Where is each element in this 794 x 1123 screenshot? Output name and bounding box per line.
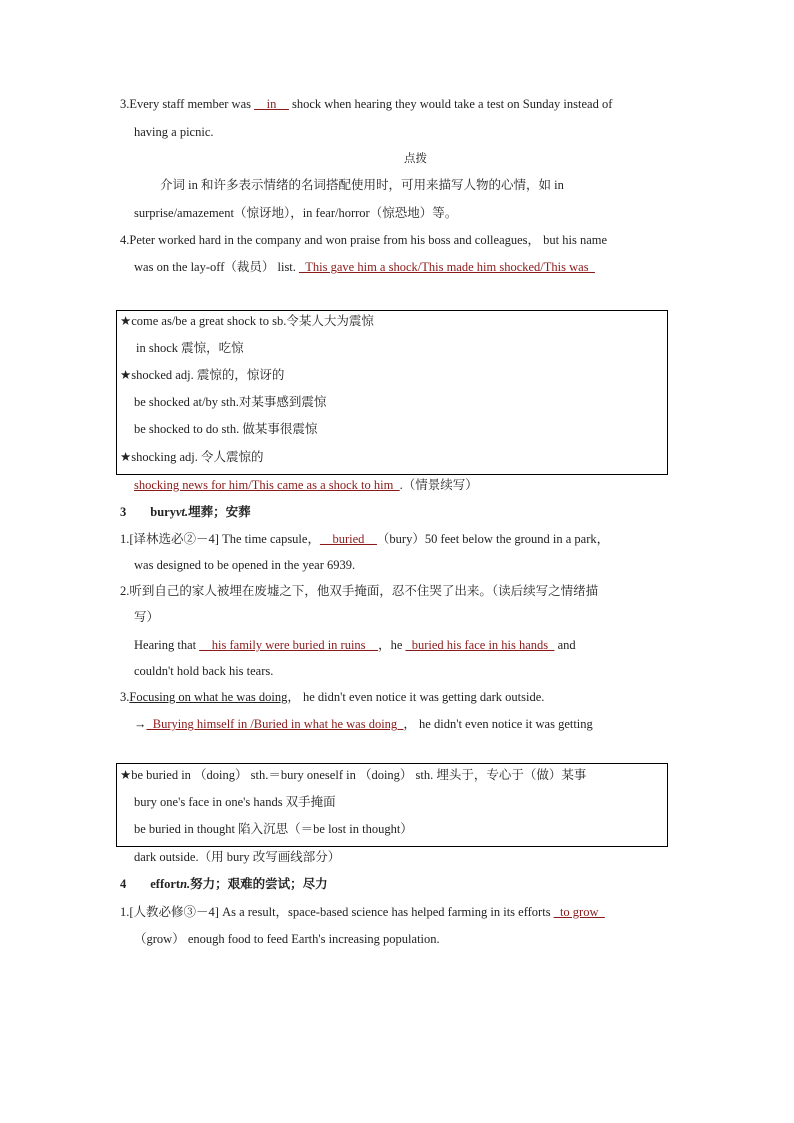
note-line: be shocked to do sth. 做某事很震惊 bbox=[134, 422, 318, 436]
underlined-phrase: Focusing on what he was doing bbox=[129, 690, 288, 704]
s3q2-line2: 写） bbox=[134, 610, 160, 624]
q4-line2: was on the lay-off（裁员） list. _This gave him a shock/This made him shocked/This was_ bbox=[134, 260, 595, 274]
s3q3-line3: dark outside.（用 bury 改写画线部分） bbox=[134, 850, 341, 864]
q4-line1: 4.Peter worked hard in the company and won praise from his boss and colleagues， but his name bbox=[120, 233, 608, 247]
s3q2-line4: couldn't hold back his tears. bbox=[134, 664, 274, 678]
answer-blank: __buried__ bbox=[319, 532, 377, 546]
note-line: in shock 震惊，吃惊 bbox=[136, 341, 244, 355]
answer-blank: _to grow_ bbox=[553, 905, 605, 919]
s3q2-line1: 2.听到自己的家人被埋在废墟之下，他双手掩面，忍不住哭了出来。（读后续写之情绪描 bbox=[120, 584, 599, 598]
tip-title: 点拨 bbox=[404, 151, 427, 165]
note-line: ★be buried in （doing） sth.＝bury oneself in （doing） sth. 埋头于，专心于（做）某事 bbox=[120, 768, 587, 782]
tip-line1: 介词 in 和许多表示情绪的名词搭配使用时，可用来描写人物的心情，如 in bbox=[160, 178, 564, 192]
q4-line3: shocking news for him/This came as a shock to him_.（情景续写） bbox=[134, 478, 478, 492]
note-line: be shocked at/by sth.对某事感到震惊 bbox=[134, 395, 327, 409]
answer-blank: __in__ bbox=[254, 97, 289, 111]
note-line: ★come as/be a great shock to sb.令某人大为震惊 bbox=[120, 314, 374, 328]
note-line: bury one's face in one's hands 双手掩面 bbox=[134, 795, 336, 809]
answer-blank: _Burying himself in /Buried in what he was doing_ bbox=[146, 717, 404, 731]
note-line: ★shocking adj. 令人震惊的 bbox=[120, 450, 264, 464]
q3-line2: having a picnic. bbox=[134, 125, 214, 139]
section-heading: 3 buryvt.埋葬；安葬 bbox=[120, 505, 251, 519]
note-line: ★shocked adj. 震惊的，惊讶的 bbox=[120, 368, 285, 382]
q3-line1: 3.Every staff member was __in__ shock when hearing they would take a test on Sunday instead of bbox=[120, 97, 613, 111]
s3q1-line1: 1.[译林选必②－4] The time capsule，__buried__（bury）50 feet below the ground in a park， bbox=[120, 532, 610, 546]
section-heading: 4 effortn.努力；艰难的尝试；尽力 bbox=[120, 877, 328, 891]
s3q1-line2: was designed to be opened in the year 6939. bbox=[134, 558, 356, 572]
s4q1-line2: （grow） enough food to feed Earth's increasing population. bbox=[134, 932, 440, 946]
s3q3-line1: 3.Focusing on what he was doing， he didn't even notice it was getting dark outside. bbox=[120, 690, 545, 704]
arrow-icon: → bbox=[134, 717, 147, 731]
s3q2-line3: Hearing that __his family were buried in ruins__，he _buried his face in his hands_ and bbox=[134, 638, 576, 652]
tip-line2: surprise/amazement（惊讶地），in fear/horror（惊恐地）等。 bbox=[134, 206, 458, 220]
answer-blank: _buried his face in his hands_ bbox=[405, 638, 555, 652]
answer-blank: shocking news for him/This came as a shock to him_ bbox=[134, 478, 400, 492]
answer-blank: _This gave him a shock/This made him shocked/This was_ bbox=[299, 260, 595, 274]
s4q1-line1: 1.[人教必修③－4] As a result，space-based science has helped farming in its efforts _to grow_ bbox=[120, 905, 605, 919]
answer-blank: __his family were buried in ruins__ bbox=[199, 638, 379, 652]
s3q3-line2: →_Burying himself in /Buried in what he was doing_， he didn't even notice it was getting bbox=[134, 717, 593, 731]
note-line: be buried in thought 陷入沉思（＝be lost in thought） bbox=[134, 822, 413, 836]
